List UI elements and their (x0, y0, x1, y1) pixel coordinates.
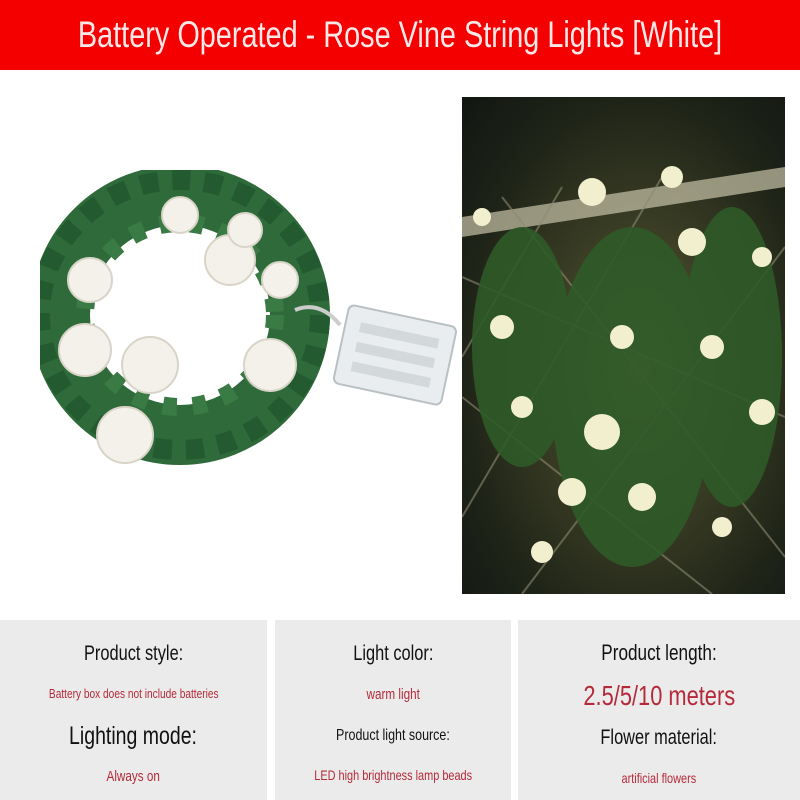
lighting-mode-label: Lighting mode: (69, 722, 198, 750)
light-color-value: warm light (366, 686, 420, 703)
product-photo-lit-rose-vine-on-fence (462, 97, 785, 594)
product-style-value: Battery box does not include batteries (48, 686, 219, 701)
light-color-label: Light color: (352, 642, 434, 665)
light-source-label: Product light source: (336, 727, 450, 744)
product-style-label: Product style: (83, 642, 184, 665)
light-source-value: LED high brightness lamp beads (314, 767, 472, 783)
product-image-rose-vine-with-battery-box (40, 170, 470, 500)
rose-wreath (40, 180, 320, 463)
product-length-label: Product length: (601, 640, 717, 665)
spec-panel-style-mode (0, 620, 267, 800)
product-length-value: 2.5/5/10 meters (583, 680, 735, 711)
flower-material-value: artificial flowers (621, 770, 697, 786)
spec-panel-light (275, 620, 511, 800)
title-banner (0, 0, 800, 70)
spec-panel-length-material (518, 620, 800, 800)
lighting-mode-value: Always on (106, 768, 161, 785)
page-title: Battery Operated - Rose Vine String Lights [White] (77, 14, 723, 55)
flower-material-label: Flower material: (600, 726, 718, 749)
